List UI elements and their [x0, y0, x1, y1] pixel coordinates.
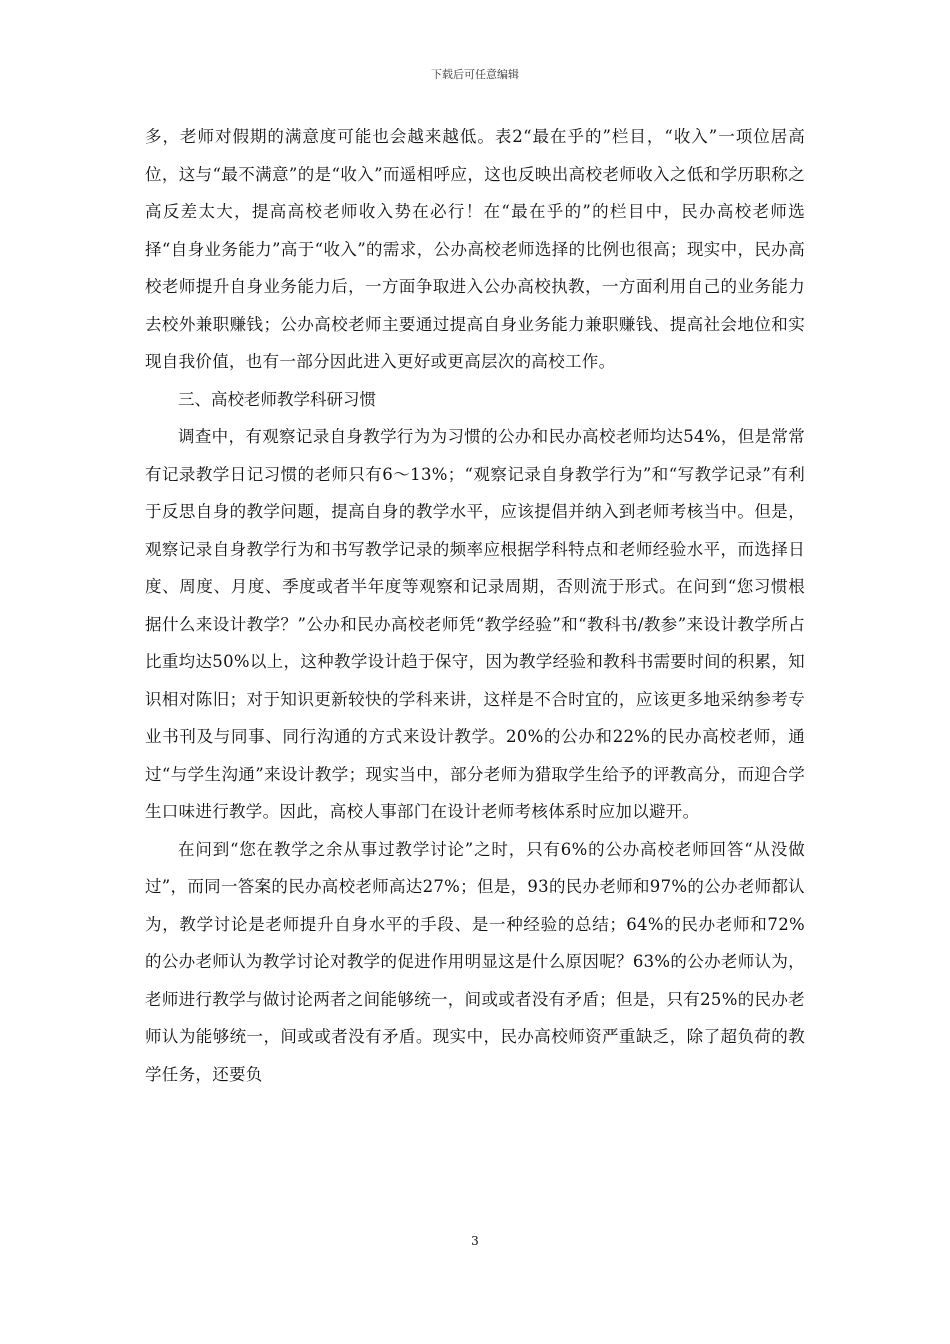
- section-heading: 三、高校老师教学科研习惯: [178, 389, 376, 409]
- paragraph-continuation: 多，老师对假期的满意度可能也会越来越低。表2“最在乎的”栏目，“收入”一项位居高位，这与“最不满意”的是“收入”而遥相呼应，这也反映出高校老师收入之低和学历职称之高反差太大，提高高校老师收入势在必行！在“最在乎的”的栏目中，民办高校老师选择“自身业务能力”高于“收入”的需求，公办高校老师选择的比例也很高；现实中，民办高校老师提升自身业务能力后，一方面争取进入公办高校执教，一方面利用自己的业务能力去校外兼职赚钱；公办高校老师主要通过提高自身业务能力兼职赚钱、提高社会地位和实现自我价值，也有一部分因此进入更好或更高层次的高校工作。: [145, 127, 805, 371]
- paragraph-survey: 调查中，有观察记录自身教学行为为习惯的公办和民办高校老师均达54%，但是常常有记录教学日记习惯的老师只有6～13%；“观察记录自身教学行为”和“写教学记录”有利于反思自身的教学问题，提高自身的教学水平，应该提倡并纳入到老师考核当中。但是，观察记录自身教学行为和书写教学记录的频率应根据学科特点和老师经验水平，而选择日度、周度、月度、季度或者半年度等观察和记录周期，否则流于形式。在问到“您习惯根据什么来设计教学？”公办和民办高校老师凭“教学经验”和“教科书/教参”来设计教学所占比重均达50%以上，这种教学设计趋于保守，因为教学经验和教科书需要时间的积累，知识相对陈旧；对于知识更新较快的学科来讲，这样是不合时宜的，应该更多地采纳参考专业书刊及与同事、同行沟通的方式来设计教学。20%的公办和22%的民办高校老师，通过“与学生沟通”来设计教学；现实当中，部分老师为猎取学生给予的评教高分，而迎合学生口味进行教学。因此，高校人事部门在设计老师考核体系时应加以避开。: [145, 427, 805, 821]
- page-number: 3: [471, 1234, 479, 1248]
- document-body: [145, 118, 805, 1093]
- paragraph-research: 在问到“您在教学之余从事过教学讨论”之时，只有6%的公办高校老师回答“从没做过”，而同一答案的民办高校老师高达27%；但是，93的民办老师和97%的公办老师都认为，教学讨论是老师提升自身水平的手段、是一种经验的总结；64%的民办老师和72%的公办老师认为教学讨论对教学的促进作用明显这是什么原因呢？63%的公办老师认为，老师进行教学与做讨论两者之间能够统一，间或或者没有矛盾；但是，只有25%的民办老师认为能够统一，间或或者没有矛盾。现实中，民办高校师资严重缺乏，除了超负荷的教学任务，还要负: [145, 839, 805, 1084]
- page-header: 下载后可任意编辑: [431, 68, 519, 81]
